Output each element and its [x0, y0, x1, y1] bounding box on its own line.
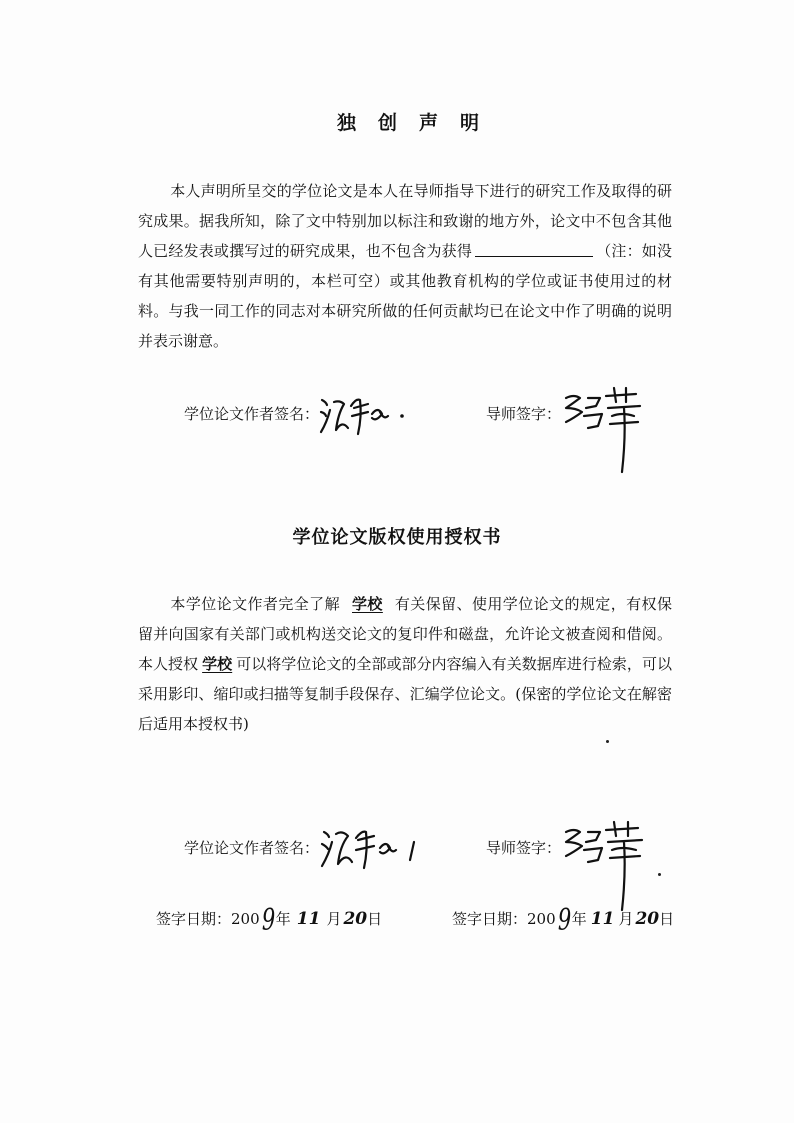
- authorization-paragraph: [138, 589, 672, 739]
- advisor-date-month-suffix: 月: [618, 910, 634, 928]
- school-underlined-1: 学校: [352, 595, 383, 613]
- author-date-label: 签字日期：: [156, 910, 232, 928]
- declaration-author-label: 学位论文作者签名：: [184, 405, 320, 423]
- scan-speck: [606, 740, 609, 743]
- declaration-title: 独创声明: [336, 112, 501, 134]
- authorization-author-date: [156, 897, 383, 938]
- declaration-text-part-1: 本人声明所呈交的学位论文是本人在导师指导下进行的研究工作及取得的研究成果。据我所知，除了文中特别加以标注和致谢的地方外，论文中不包含其他人已经发表或撰写过的研究成果，也不包含为获得: [138, 182, 672, 260]
- authorization-title: 学位论文版权使用授权书: [292, 527, 502, 548]
- author-date-month: 11: [296, 909, 321, 929]
- author-date-year-suffix: 年: [275, 910, 291, 928]
- author-date-year-digit: 9: [261, 903, 275, 938]
- declaration-text-part-2: （注：如没有其他需要特别声明的，本栏可空）或其他教育机构的学位或证书使用过的材料。与我一同工作的同志对本研究所做的任何贡献均已在论文中作了明确的说明并表示谢意。: [138, 242, 672, 350]
- author-date-year-prefix: 200: [231, 910, 260, 928]
- degree-blank-line: [475, 240, 593, 257]
- declaration-paragraph: [138, 176, 672, 356]
- authorization-advisor-date: [452, 897, 675, 938]
- authorization-author-label: 学位论文作者签名：: [184, 839, 320, 857]
- advisor-date-label: 签字日期：: [452, 910, 528, 928]
- advisor-date-day: 20: [635, 909, 660, 929]
- advisor-date-year-prefix: 200: [527, 910, 556, 928]
- scan-speck: [658, 873, 661, 876]
- advisor-date-year-suffix: 年: [571, 910, 587, 928]
- declaration-author-signature: [318, 392, 410, 438]
- advisor-date-year-digit: 9: [557, 903, 571, 938]
- school-underlined-2: 学校: [202, 655, 233, 673]
- author-date-day: 20: [343, 909, 368, 929]
- authorization-text-part-1: 本学位论文作者完全了解: [170, 595, 341, 613]
- author-date-day-suffix: 日: [367, 910, 383, 928]
- advisor-date-day-suffix: 日: [659, 910, 675, 928]
- advisor-date-month: 11: [590, 909, 615, 929]
- authorization-text-part-2: 有关保留、使用学位论文的规定，有权保留并向国家有关部门或机构送交论文的复印件和磁盘，允许论文被查阅和借阅。本人授权: [138, 595, 672, 673]
- authorization-text-part-3: 可以将学位论文的全部或部分内容编入有关数据库进行检索，可以采用影印、缩印或扫描等复制手段保存、汇编学位论文。(保密的学位论文在解密后适用本授权书): [138, 655, 672, 733]
- authorization-advisor-label: 导师签字：: [486, 839, 562, 857]
- declaration-advisor-label: 导师签字：: [486, 405, 562, 423]
- author-date-month-suffix: 月: [326, 910, 342, 928]
- declaration-advisor-signature: [560, 386, 656, 482]
- authorization-author-signature: [318, 822, 430, 872]
